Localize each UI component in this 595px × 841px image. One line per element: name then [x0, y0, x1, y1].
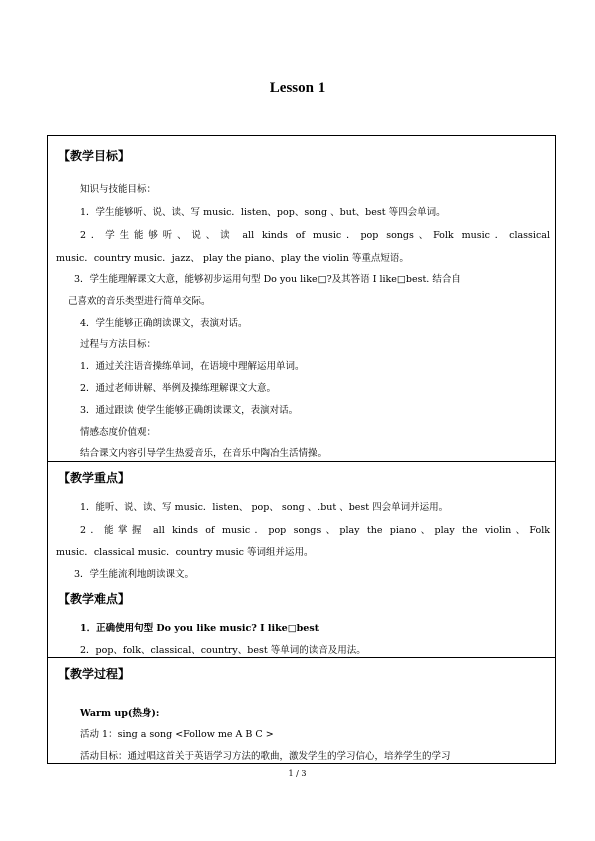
objectives-line: 知识与技能目标： — [80, 184, 157, 195]
key-points-line: 3．学生能流利地朗读课文。 — [74, 569, 195, 580]
key-points-line: 2．能掌握 all kinds of music．pop songs、play the piano、play the violin、Folk — [80, 525, 550, 536]
page-number: 1 / 3 — [288, 769, 307, 778]
key-points-line: 1．能听、说、读、写 music．listen、 pop、 song 、.but 、best 四会单词并运用。 — [80, 502, 449, 513]
section-heading-objectives: 【教学目标】 — [58, 149, 131, 163]
objectives-line: 1．通过关注语音操练单词，在语境中理解运用单词。 — [80, 361, 305, 372]
row-divider — [48, 657, 555, 658]
objectives-line: 2．通过老师讲解、举例及操练理解课文大意。 — [80, 383, 277, 394]
objectives-line: 3．学生能理解课文大意，能够初步运用句型 Do you like□?及其答语 I like□best. 结合自 — [74, 274, 461, 285]
process-line: 活动目标：通过唱这首关于英语学习方法的歌曲，激发学生的学习信心，培养学生的学习 — [80, 751, 451, 762]
key-points-line: music．classical music．country music 等词组并运用。 — [56, 547, 314, 558]
objectives-line: 结合课文内容引导学生热爱音乐，在音乐中陶冶生活情操。 — [80, 448, 328, 459]
section-heading-process: 【教学过程】 — [58, 667, 131, 681]
objectives-line: 情感态度价值观： — [80, 427, 157, 438]
process-line: Warm up(热身): — [80, 708, 160, 719]
objectives-line: 己喜欢的音乐类型进行简单交际。 — [68, 296, 211, 307]
difficulties-line: 2．pop、folk、classical、country、best 等单词的读音及用法。 — [80, 645, 366, 656]
difficulties-line: 1．正确使用句型 Do you like music? I like□best — [80, 623, 320, 634]
objectives-line: music．country music．jazz、 play the piano、play the violin 等重点短语。 — [56, 253, 409, 264]
objectives-line: 3．通过跟读 使学生能够正确朗读课文，表演对话。 — [80, 405, 299, 416]
objectives-line: 过程与方法目标： — [80, 339, 157, 350]
objectives-line: 4．学生能够正确朗读课文，表演对话。 — [80, 318, 248, 329]
objectives-line: 1．学生能够听、说、读、写 music．listen、pop、song 、but、best 等四会单词。 — [80, 207, 446, 218]
lesson-table — [47, 135, 556, 764]
process-line: 活动 1：sing a song <Follow me A B C > — [80, 729, 274, 740]
row-divider — [48, 461, 555, 462]
page-title: Lesson 1 — [269, 80, 326, 96]
section-heading-difficulties: 【教学难点】 — [58, 592, 131, 606]
section-heading-key-points: 【教学重点】 — [58, 471, 131, 485]
objectives-line: 2．学生能够听、说、读 all kinds of music．pop songs、Folk music．classical — [80, 230, 550, 241]
